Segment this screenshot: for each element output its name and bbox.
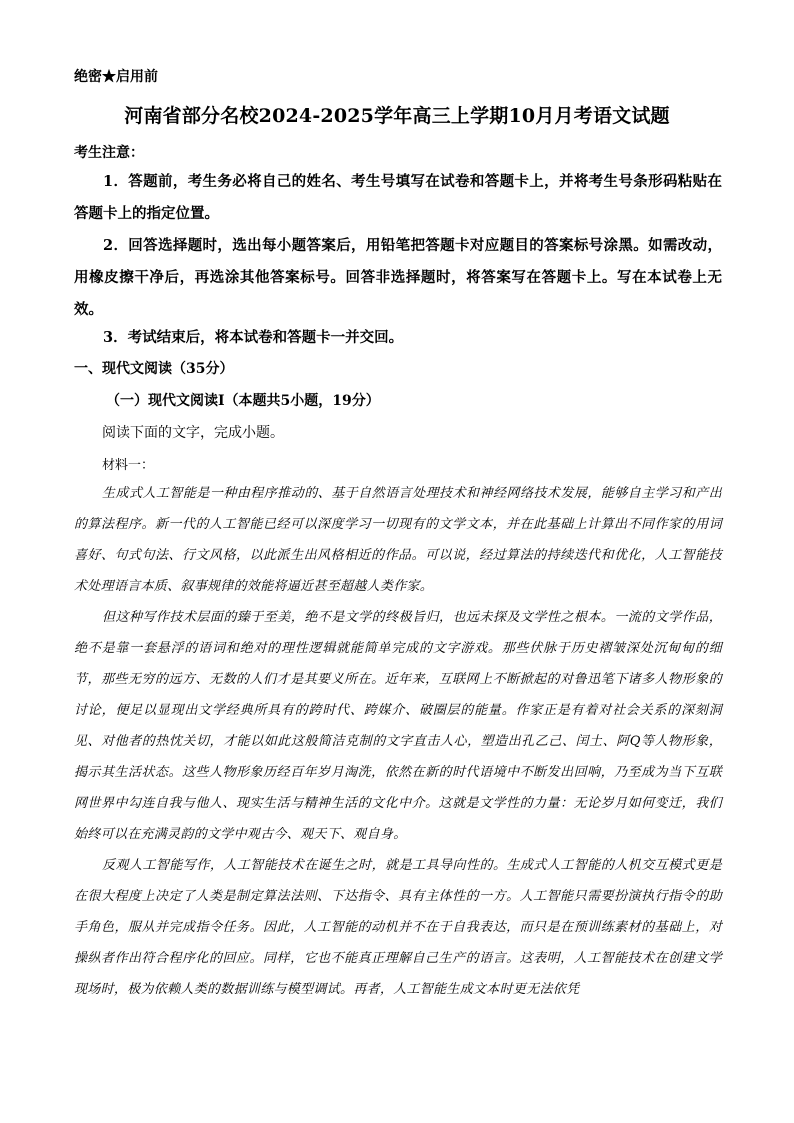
material-paragraph-1: 生成式人工智能是一种由程序推动的、基于自然语言处理技术和神经网络技术发展，能够自主学习和产出的算法程序。新一代的人工智能已经可以深度学习一切现有的文学文本，并在此基础上计算出不同作家的用词喜好、句式句法、行文风格，以此派生出风格相近的作品。可以说，经过算法的持续迭代和优化，人工智能技术处理语言本质、叙事规律的效能将逼近甚至超越人类作家。 — [74, 486, 722, 594]
instruction-item-1: 1．答题前，考生务必将自己的姓名、考生号填写在试卷和答题卡上，并将考生号条形码粘贴在答题卡上的指定位置。 — [74, 173, 722, 222]
instruction-item-3: 3．考试结束后，将本试卷和答题卡一并交回。 — [103, 329, 404, 346]
subsection-heading-reading-1: （一）现代文阅读Ⅰ（本题共5小题，19分） — [106, 393, 380, 409]
reading-prompt: 阅读下面的文字，完成小题。 — [102, 425, 284, 441]
material-paragraph-2: 但这种写作技术层面的臻于至美，绝不是文学的终极旨归，也远未探及文学性之根本。一流的文学作品，绝不是靠一套悬浮的语词和绝对的理性逻辑就能简单完成的文字游戏。那些伏脉于历史褶皱深处沉甸甸的细节，那些无穷的远方、无数的人们才是其要义所在。近年来，互联网上不断掀起的对鲁迅笔下诸多人物形象的讨论，便足以显现出文学经典所具有的跨时代、跨媒介、破圈层的能量。作家正是有着对社会关系的深刻洞见、对他者的热忱关切，才能以如此这般简洁克制的文字直击人心，塑造出孔乙己、闰土、阿Q等人物形象，揭示其生活状态。这些人物形象历经百年岁月淘洗，依然在新的时代语境中不断发出回响，乃至成为当下互联网世界中勾连自我与他人、现实生活与精神生活的文化中介。这就是文学性的力量：无论岁月如何变迁，我们始终可以在充满灵韵的文学中观古今、观天下、观自身。 — [74, 610, 722, 842]
material-label: 材料一： — [102, 458, 155, 473]
instruction-item-2: 2．回答选择题时，选出每小题答案后，用铅笔把答题卡对应题目的答案标号涂黑。如需改动，用橡皮擦干净后，再选涂其他答案标号。回答非选择题时，将答案写在答题卡上。写在本试卷上无效。 — [74, 237, 722, 318]
instructions-heading: 考生注意： — [74, 145, 144, 161]
confidential-label: 绝密★启用前 — [74, 69, 158, 85]
exam-title: 河南省部分名校2024-2025学年高三上学期10月月考语文试题 — [124, 105, 670, 127]
material-paragraph-3: 反观人工智能写作，人工智能技术在诞生之时，就是工具导向性的。生成式人工智能的人机交互模式更是在很大程度上决定了人类是制定算法法则、下达指令、具有主体性的一方。人工智能只需要扮演执行指令的助手角色，服从并完成指令任务。因此，人工智能的动机并不在于自我表达，而只是在预训练素材的基础上，对操纵者作出符合程序化的回应。同样，它也不能真正理解自己生产的语言。这表明，人工智能技术在创建文学现场时，极为依赖人类的数据训练与模型调试。再者，人工智能生成文本时更无法依凭 — [74, 858, 722, 997]
section-heading-modern-reading: 一、现代文阅读（35分） — [74, 361, 234, 377]
